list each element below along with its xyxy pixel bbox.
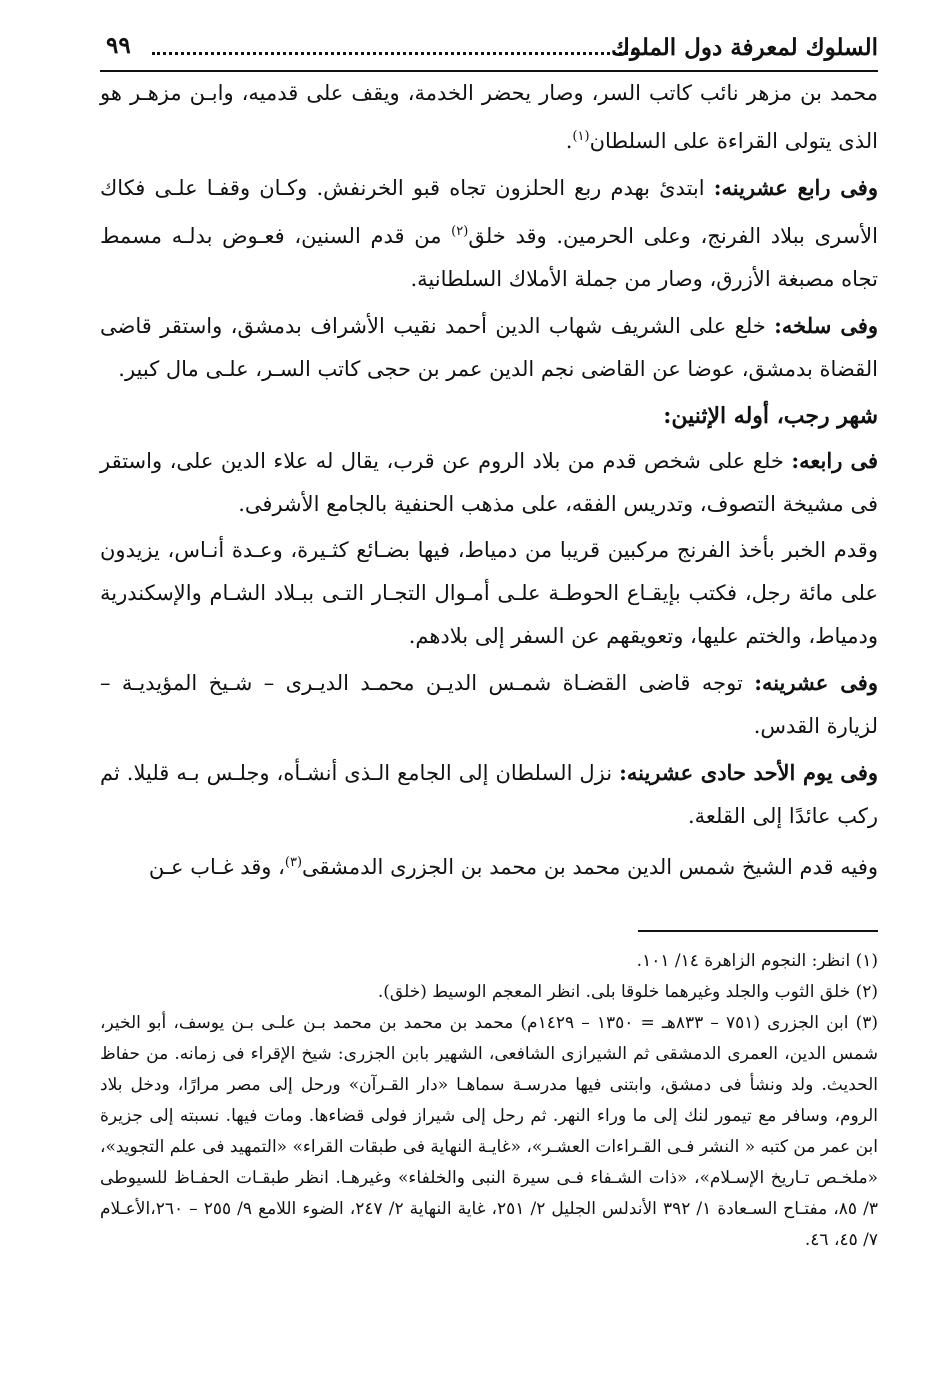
paragraph-text: نزل السلطان إلى الجامع الـذى أنشـأه، وجلـس بـه قليلا. ثم ركب عائدًا إلى القلعة.: [100, 761, 878, 828]
paragraph-text: وفيه قدم الشيخ شمس الدين محمد بن محمد بن الجزرى الدمشقى: [302, 855, 878, 879]
footnote: (٢) خلق الثوب والجلد وغيرهما خلوقا بلى. انظر المعجم الوسيط (خلق).: [377, 982, 878, 1002]
paragraph: [100, 529, 878, 658]
footnote: (١) انظر: النجوم الزاهرة ١٤/ ١٠١.: [636, 951, 878, 971]
paragraph-lead: وفى سلخه:: [774, 313, 879, 338]
header-dot-leader: [152, 52, 640, 55]
paragraph-lead: وفى رابع عشرينه:: [713, 175, 878, 200]
paragraph-lead: فى رابعه:: [791, 448, 878, 473]
month-heading: شهر رجب، أوله الإثنين:: [663, 403, 878, 429]
footnote-marker: (٣): [284, 855, 303, 870]
paragraph: [100, 661, 878, 748]
paragraph-text: وقدم الخبر بأخذ الفرنج مركبين قريبا من دمياط، فيها بضـائع كثـيرة، وعـدة أنـاس، يزيدون على مائة رجل، فكتب بإيقـاع الحوطـة علـى أمـوال التجـار التـى ببـلاد الشـام والإسكندرية ودمياط، والختم عليها، وتعويقهم عن السفر إلى بلادهم.: [100, 538, 878, 648]
header-title: السلوك لمعرفة دول الملوك: [610, 34, 878, 61]
paragraph: [100, 166, 878, 301]
paragraph-lead: وفى يوم الأحد حادى عشرينه:: [619, 760, 878, 785]
paragraph: [100, 439, 878, 526]
running-header: [100, 28, 878, 72]
paragraph: [100, 841, 878, 889]
footnotes: [100, 946, 878, 1256]
footnote-separator: [638, 930, 878, 932]
footnote: (٣) ابن الجزرى (٧٥١ – ٨٣٣هـ = ١٣٥٠ – ١٤٢٩م) محمد بن محمد بن محمد بـن علـى بـن يوسف، أبو الخير، شمس الدين، العمرى الدمشقى ثم الشيرازى الشافعى، الشهير بابن الجزرى: شيخ الإقراء فى زمانه. من حفاظ الحديث. ولد ونشأ فى دمشق، وابتنى فيها مدرسـة سماهـا «دار القـرآن» ورحل إلى مصر مرارًا، ودخل بلاد الروم، وسافر مع تيمور لنك إلى ما وراء النهر. ثم رحل إلى شيراز فولى قضاءها. ومات فيها. نسبته إلى جزيرة ابن عمر من كتبه « النشر فـى القـراءات العشـر»، «غايـة النهاية فى طبقات القراء» «التمهيد فى علم التجويد»، «ملخـص تـاريخ الإسـلام»، «ذات الشـفاء فـى سيرة النبى والخلفاء» وغيرهـا. انظر طبقـات الحفـاظ للسيوطى ٣/ ٨٥، مفتـاح السـعادة ١/ ٣٩٢ الأندلس الجليل ٢/ ٢٥١، غاية النهاية ٢/ ٢٤٧، الضوء اللامع ٩/ ٢٥٥ – ٢٦٠،الأعـلام ٧/ ٤٥، ٤٦.: [100, 1013, 879, 1250]
paragraph: [100, 304, 878, 391]
paragraph-text: محمد بن مزهر نائب كاتب السر، وصار يحضر الخدمة، ويقف على قدميه، وابـن مزهـر هو الذى يتولى القراءة على السلطان: [100, 81, 878, 153]
paragraph: [100, 72, 878, 163]
paragraph-text-after: ، وقد غـاب عـن: [148, 855, 285, 879]
paragraph-text-after: .: [565, 129, 573, 153]
book-page: [100, 28, 878, 1368]
paragraph-text: خلع على شخص قدم من بلاد الروم عن قرب، يقال له علاء الدين على، واستقر فى مشيخة التصوف، وتدريس الفقه، على مذهب الحنفية بالجامع الأشرفى.: [100, 449, 878, 516]
paragraph: [100, 751, 878, 838]
paragraph-text: توجه قاضى القضـاة شمـس الديـن محمـد الديـرى – شـيخ المؤيديـة – لزيارة القدس.: [100, 671, 878, 738]
footnote-marker: (٢): [451, 224, 469, 239]
paragraph-text: ابتدئ بهدم ربع الحلزون تجاه قبو الخرنفش. وكـان وقفـا علـى فكاك الأسرى ببلاد الفرنج، وعلى الحرمين. وقد خلق: [100, 176, 878, 248]
page-number: ٩٩: [106, 32, 131, 59]
paragraph-lead: وفى عشرينه:: [754, 670, 878, 695]
main-text: [100, 72, 878, 889]
paragraph-text-after: من قدم السنين، فعـوض بدلـه مسمط تجاه مصبغة الأزرق، وصار من جملة الأملاك السلطانية.: [100, 224, 878, 291]
footnote-marker: (١): [572, 129, 590, 144]
paragraph-text: خلع على الشريف شهاب الدين أحمد نقيب الأشراف بدمشق، واستقر قاضى القضاة بدمشق، عوضا عن القاضى نجم الدين عمر بن حجى كاتب السـر، علـى مال كبير.: [100, 314, 878, 381]
